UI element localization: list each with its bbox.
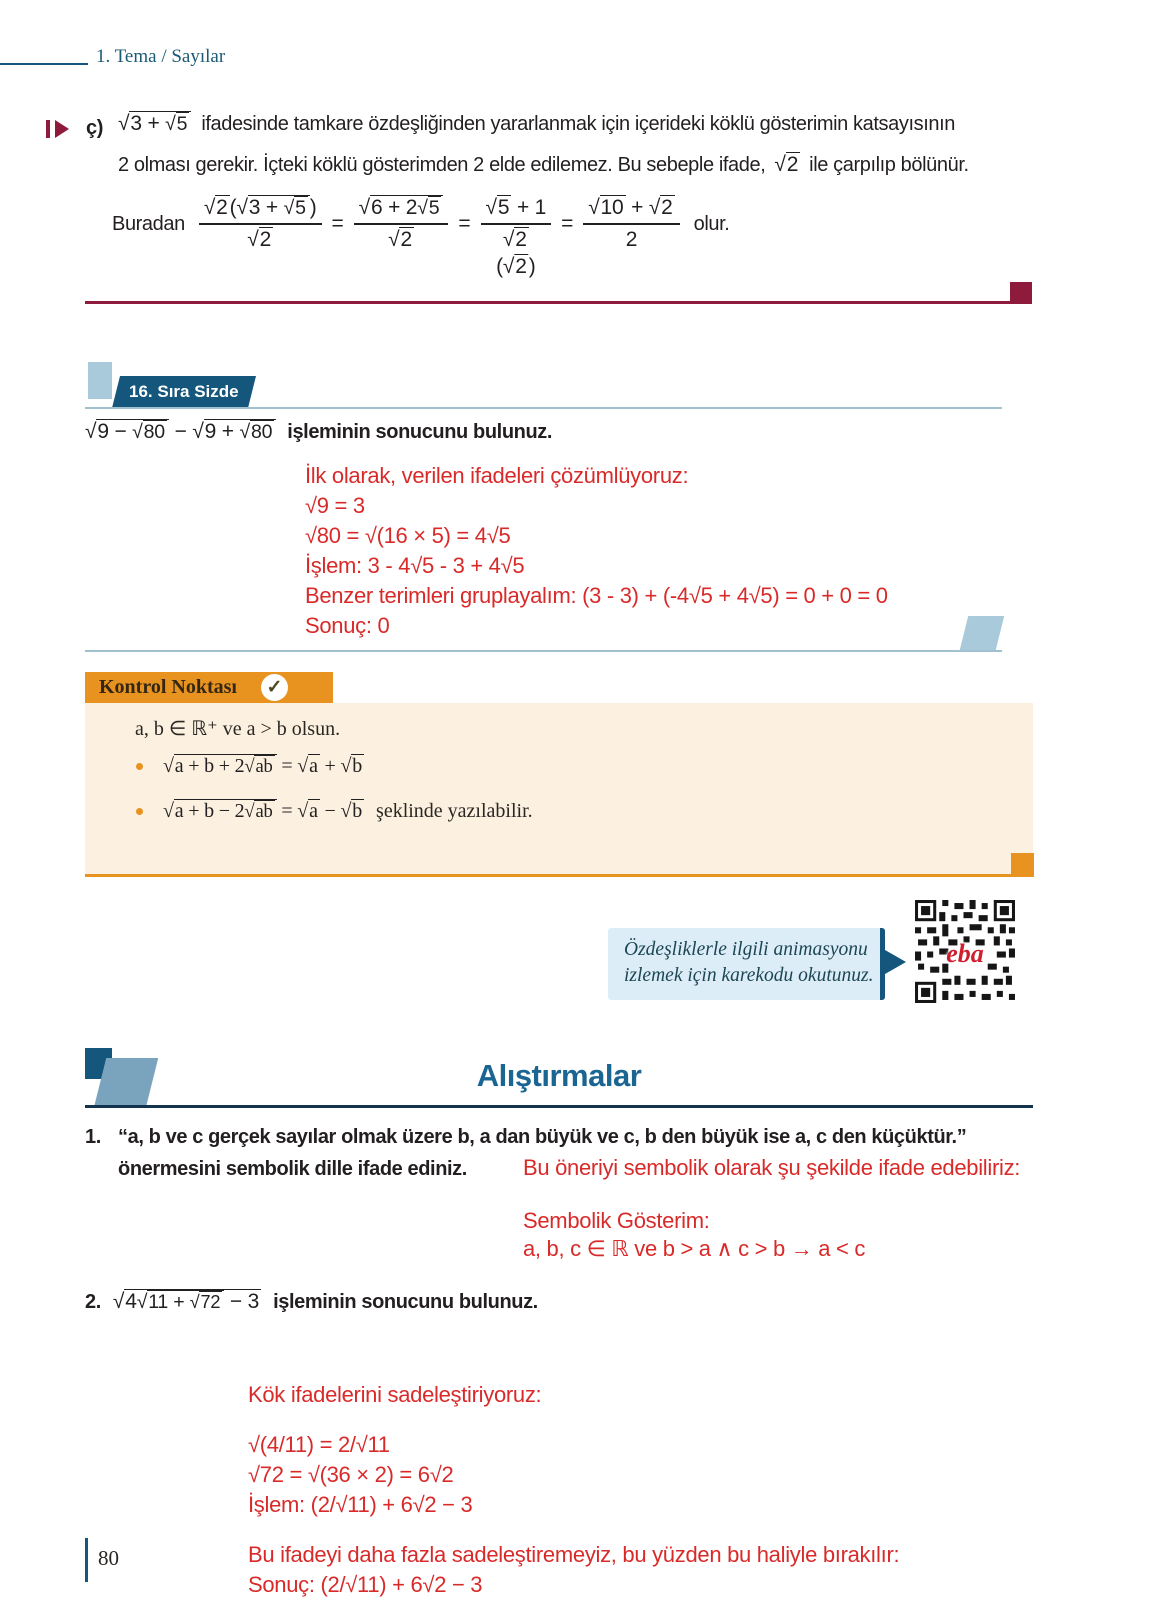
qr-code (915, 900, 1015, 1003)
item-marker-icon (46, 120, 50, 138)
ex1-answer-intro: Bu öneriyi sembolik olarak şu şekilde ifade edebiliriz: (523, 1155, 1021, 1180)
ex2-answer-line: √72 = √(36 × 2) = 6√2 (248, 1462, 454, 1487)
question-text: işleminin sonucunu bulunuz. (287, 420, 553, 443)
ex1-answer-expression: a, b, c ∈ ℝ ve b > a ∧ c > b → a < c (523, 1236, 866, 1261)
sira-sizde-question (85, 420, 552, 444)
qr-arrow-icon (885, 950, 906, 974)
ex1-text-line2: önermesini sembolik dille ifade ediniz. (118, 1158, 467, 1180)
answer-line: √80 = √(16 × 5) = 4√5 (305, 523, 511, 548)
question-expression: √9 − √80 − √9 + √80 (85, 420, 276, 444)
equals-sign: = (561, 212, 574, 235)
item-c-text2: 2 olması gerekir. İçteki köklü gösterimden 2 elde edilemez. Bu sebeple ifade, (118, 153, 766, 176)
bullet-icon (136, 763, 143, 770)
kontrol-title: Kontrol Noktası (99, 676, 237, 698)
fraction-1 (199, 196, 322, 252)
fraction-3-numerator: √5 + 1 (485, 196, 547, 219)
item-c-text1: ifadesinde tamkare özdeşliğinden yararlanmak için içerideki köklü gösterimin katsayısının (201, 112, 955, 135)
answer-line: İşlem: 3 - 4√5 - 3 + 4√5 (305, 553, 525, 578)
fraction-3-denominator: √2 (481, 223, 552, 252)
check-glyph: ✓ (266, 677, 283, 698)
ex2-text: işleminin sonucunu bulunuz. (273, 1290, 538, 1313)
qr-callout-box (608, 928, 885, 1000)
item-c-line1 (118, 112, 955, 136)
equals-sign: = (458, 212, 471, 235)
kontrol-bullet-1 (136, 755, 364, 778)
ex2-answer-line: Sonuç: (2/√11) + 6√2 − 3 (248, 1572, 483, 1597)
breadcrumb: 1. Tema / Sayılar (96, 46, 226, 67)
ex2-question (85, 1290, 538, 1314)
kontrol-end-square (1011, 853, 1034, 877)
identity-2: √a + b − 2√ab = √a − √b (163, 800, 363, 822)
item-marker-arrow-icon (55, 120, 69, 138)
fraction-2-denominator: √2 (354, 223, 449, 252)
ex1-number: 1. (85, 1126, 101, 1148)
answer-line: √9 = 3 (305, 493, 365, 518)
fraction-2 (354, 196, 449, 252)
fraction-2-numerator: √6 + 2√5 (354, 196, 449, 223)
ex2-number: 2. (85, 1290, 101, 1313)
fraction-1-numerator: √2(√3 + √5 ) (203, 196, 317, 219)
header-rule (0, 63, 88, 65)
sqrt-3-plus-sqrt5-expression: √3 + √5 (118, 112, 191, 136)
ex2-answer-line: İşlem: (2/√11) + 6√2 − 3 (248, 1492, 473, 1517)
identity-1: √a + b + 2√ab = √a + √b (163, 755, 363, 777)
sira-sizde-deco-square (88, 362, 112, 399)
exercises-title: Alıştırmalar (476, 1058, 642, 1093)
ex1-answer-label: Sembolik Gösterim: (523, 1208, 710, 1233)
kontrol-header (85, 672, 333, 703)
page-number-rule (85, 1538, 88, 1582)
qr-text-line2: izlemek için karekodu okutunuz. (624, 965, 874, 986)
fraction-4-denominator: 2 (583, 223, 679, 252)
identity-2-suffix: şeklinde yazılabilir. (376, 800, 533, 822)
ex2-answer-line: √(4/11) = 2/√11 (248, 1432, 390, 1457)
answer-line: İlk olarak, verilen ifadeleri çözümlüyoruz: (305, 463, 689, 488)
fraction-3-annotation: (√2) (496, 255, 536, 278)
fraction-4-numerator: √10 + √2 (588, 196, 673, 219)
sira-sizde-bottom-rule (85, 650, 1002, 652)
answer-line: Benzer terimleri gruplayalım: (3 - 3) + (-4√5 + 4√5) = 0 + 0 = 0 (305, 583, 888, 608)
answer-line: Sonuç: 0 (305, 613, 390, 638)
qr-eba-logo: eba (946, 938, 984, 968)
fraction-3 (481, 196, 552, 278)
ex2-answer-line: Kök ifadelerini sadeleştiriyoruz: (248, 1382, 542, 1407)
sira-sizde-end-parallelogram (960, 616, 1004, 650)
item-c-line2 (118, 153, 969, 177)
ex1-text-line1: “a, b ve c gerçek sayılar olmak üzere b, a dan büyük ve c, b den büyük ise a, c den küçüktür.” (118, 1126, 967, 1148)
sira-sizde-badge-label: 16. Sıra Sizde (129, 382, 239, 401)
equals-sign: = (331, 212, 344, 235)
page-number: 80 (98, 1546, 119, 1570)
sira-sizde-top-rule (85, 407, 1002, 409)
qr-text-line1: Özdeşliklerle ilgili animasyonu (624, 939, 868, 960)
kontrol-intro: a, b ∈ ℝ⁺ ve a > b olsun. (135, 718, 341, 740)
exercises-underline (85, 1105, 1033, 1108)
check-circle-icon (261, 674, 288, 701)
section-end-square (1010, 282, 1032, 304)
derivation-equation (112, 196, 730, 278)
bullet-icon (136, 808, 143, 815)
derivation-intro: Buradan (112, 212, 185, 235)
sira-sizde-badge (112, 376, 256, 408)
sqrt2-expression: √2 (774, 153, 799, 176)
kontrol-bullet-2 (136, 800, 533, 823)
item-c-text3: ile çarpılıp bölünür. (809, 153, 969, 176)
section-end-rule (85, 301, 1012, 304)
derivation-outro: olur. (693, 212, 730, 235)
ex2-answer-line: Bu ifadeyi daha fazla sadeleştiremeyiz, bu yüzden bu haliyle bırakılır: (248, 1542, 900, 1567)
item-c-label: ç) (86, 117, 103, 139)
ex2-expression: √4√11 + √72 − 3 (112, 1290, 260, 1313)
fraction-1-denominator: √2 (199, 223, 322, 252)
fraction-4 (583, 196, 679, 252)
